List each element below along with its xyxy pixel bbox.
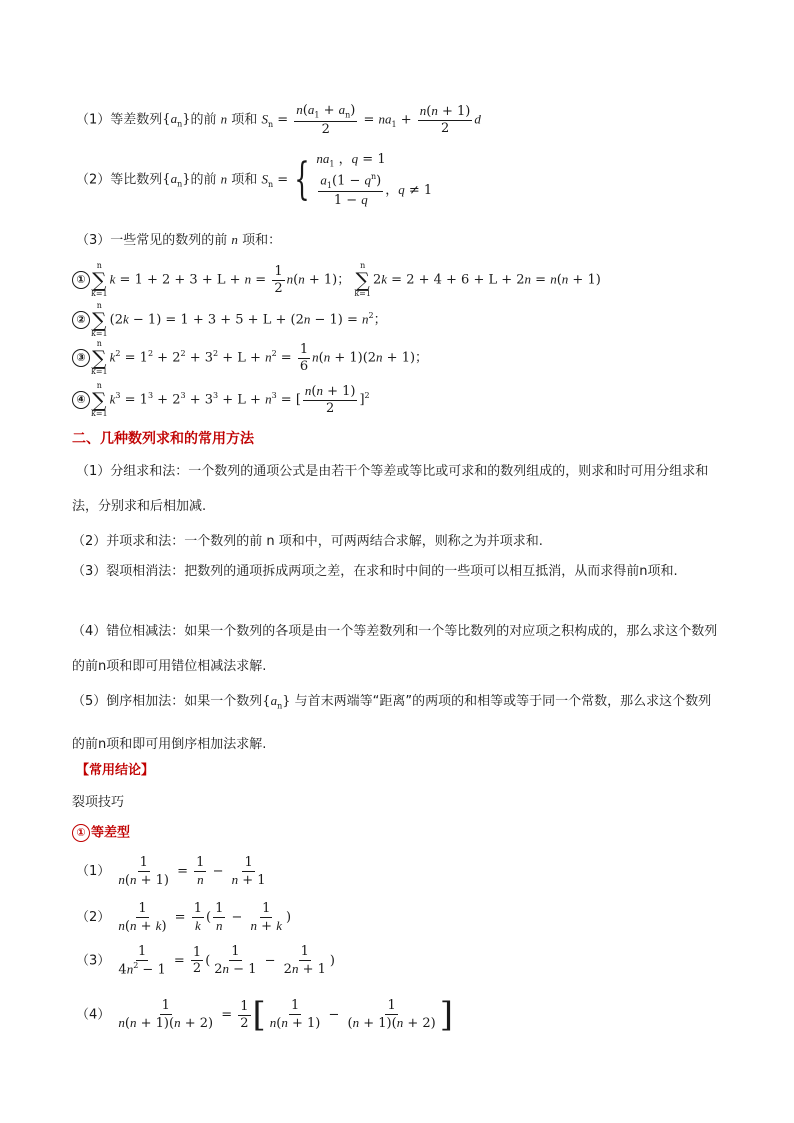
- method-paragraph-5: （5）倒序相加法：如果一个数列$\{a_n\}$ 与首末两端等“距离”的两项的和相等或等于同一个常数，那么求这个数列的前n项和即可用倒序相加法求解.: [72, 693, 712, 752]
- sum-formula-1: ① n ∑ k=1 k = 1 + 2 + 3 + L + n = $\frac{1}{2}$ n(n + 1)； n ∑ k=1 2k = 2 + 4 + 6 + L + 2n = n(n + 1): [72, 262, 601, 298]
- formula-2-label: （2）等比数列: [76, 172, 163, 188]
- circled-three-icon: ③: [72, 349, 90, 367]
- sum-formula-3: ③ n ∑ k=1 $k^2 = 1^2 + 2^2 + 3^2 + L + n^2$ = $\frac{1}{6}$ n(n + 1)(2n + 1)；: [72, 340, 428, 376]
- formula-line-2: （2）等比数列$\{a_n\}$的前 n 项和 $S_n$ = { $na_1$ ，q = 1 $\frac{a_1(1 - q^n)}{1 - q}$ ，q ≠ 1: [76, 151, 433, 208]
- method-paragraph-1: （1）分组求和法：一个数列的通项公式是由若干个等差或等比或可求和的数列组成的，则求和时可用分组求和法，分别求和后相加减.: [72, 464, 709, 514]
- formula-1-label: （1）等差数列: [76, 112, 163, 128]
- identity-4: （4） $\frac{1}{n(n + 1)(n + 2)}$ = $\frac{1}{2}$ [ $\frac{1}{n(n + 1)}$ − $\frac{1}{(n + 1)(n + 2)}$ ]: [76, 995, 453, 1035]
- sum-formula-2: ② n ∑ k=1 $(2k - 1) = 1 + 3 + 5 + L + (2n - 1) = n^2$；: [72, 302, 387, 338]
- sum-formula-4: ④ n ∑ k=1 $k^3 = 1^3 + 2^3 + 3^3 + L + n^3$ = [ $\frac{n(n + 1)}{2}$ ]$^2$: [72, 382, 370, 418]
- circled-four-icon: ④: [72, 391, 90, 409]
- fraction: $\frac{n(a_1 + a_n)}{2}$: [296, 102, 356, 137]
- formula-line-3: （3）一些常见的数列的前 n 项和：: [76, 232, 282, 248]
- left-brace: {: [294, 153, 310, 205]
- piecewise-cases: $na_1$ ，q = 1 $\frac{a_1(1 - q^n)}{1 - q}$ ，q ≠ 1: [316, 151, 433, 208]
- circled-two-icon: ②: [72, 311, 90, 329]
- identity-2: （2） $\frac{1}{n(n + k)}$ = $\frac{1}{k}$ ( $\frac{1}{n}$ − $\frac{1}{n + k}$ ): [76, 901, 292, 934]
- conclusion-subtitle: 裂项技巧: [72, 795, 125, 810]
- identity-3: （3） $\frac{1}{4n^2 - 1}$ = $\frac{1}{2}$ ( $\frac{1}{2n - 1}$ − $\frac{1}{2n + 1}$ ): [76, 944, 335, 977]
- formula-line-1: （1）等差数列$\{a_n\}$的前 n 项和 $S_n$ = $\frac{n(a_1 + a_n)}{2}$ = $na_1$ + $\frac{n(n + 1)}{2}$ d: [76, 102, 481, 137]
- identity-1: （1） $\frac{1}{n(n + 1)}$ = $\frac{1}{n}$ − $\frac{1}{n + 1}$: [76, 855, 266, 888]
- method-paragraph-3: （3）裂项相消法：把数列的通项拆成两项之差，在求和时中间的一些项可以相互抵消，从而求得前n项和.: [72, 564, 678, 579]
- fraction: $\frac{n(n + 1)}{2}$: [419, 103, 471, 136]
- method-paragraph-4: （4）错位相减法：如果一个数列的各项是由一个等差数列和一个等比数列的对应项之积构成的，那么求这个数列的前n项和即可用错位相减法求解.: [72, 624, 718, 674]
- type-heading: ① 等差型: [72, 824, 130, 842]
- circled-one-icon: ①: [72, 271, 90, 289]
- conclusion-title: 【常用结论】: [76, 763, 155, 778]
- method-paragraph-2: （2）并项求和法：一个数列的前 n 项和中，可两两结合求解，则称之为并项求和.: [72, 534, 543, 549]
- section-heading: 二、几种数列求和的常用方法: [72, 431, 254, 447]
- circled-one-icon: ①: [72, 824, 90, 842]
